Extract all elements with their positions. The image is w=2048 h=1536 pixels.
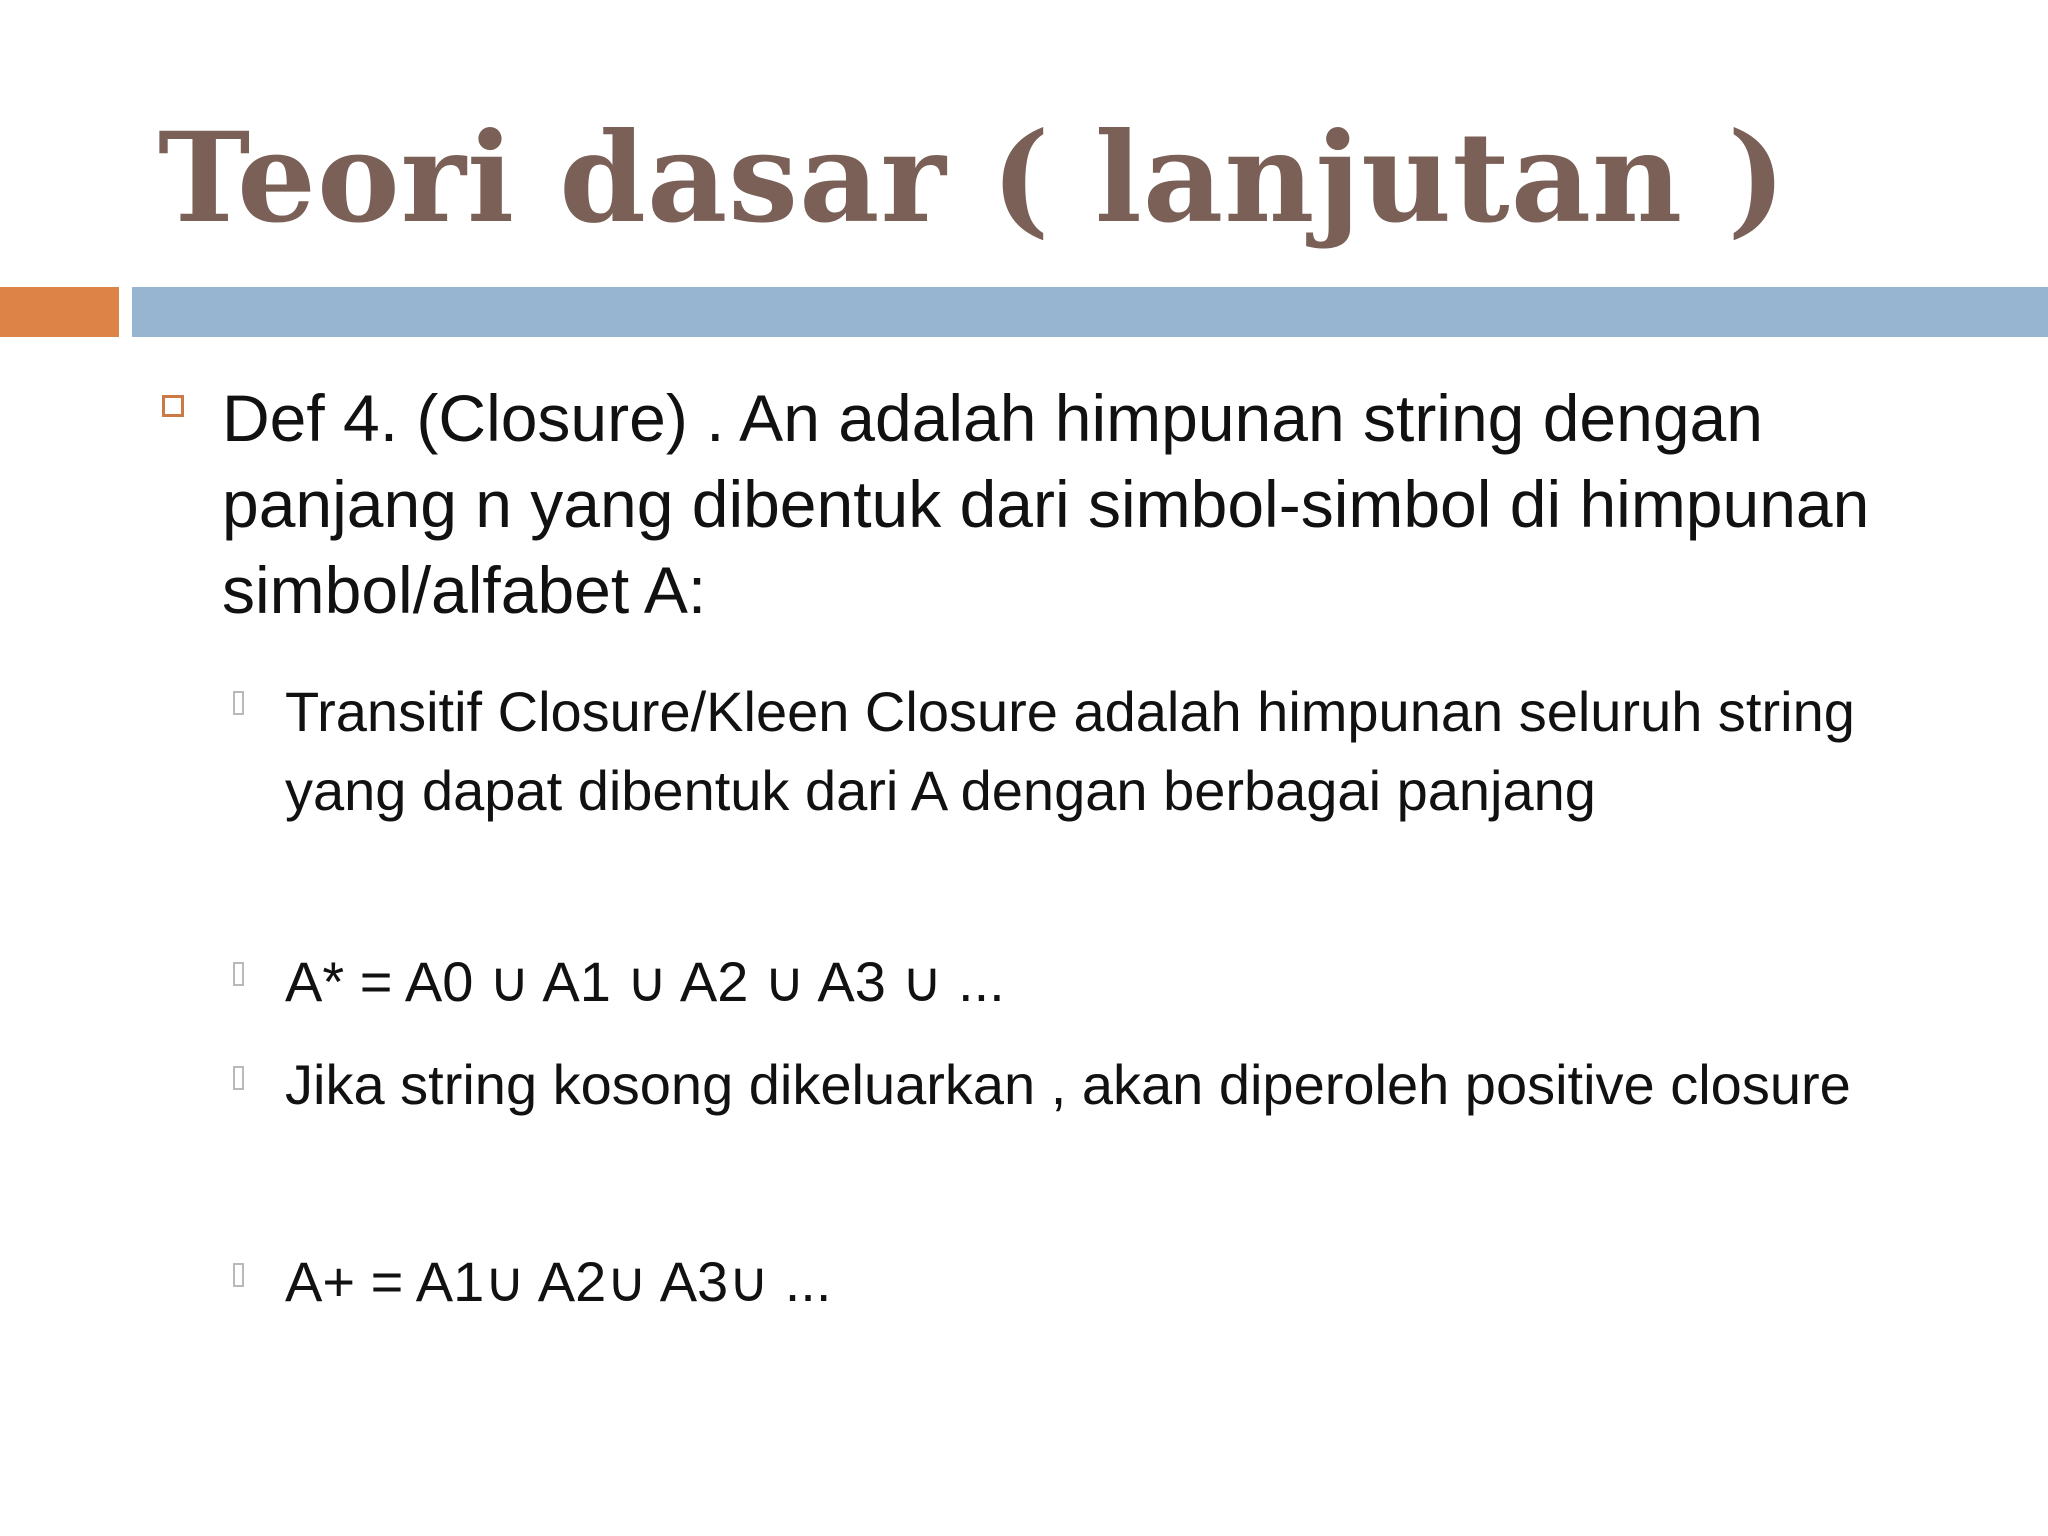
bullet-item-level1: Def 4. (Closure) . An adalah himpunan string dengan panjang n yang dibentuk dari simbol-simbol di himpunan simbol/alfabet A: — [222, 381, 1870, 627]
sub-bullet-icon — [233, 1263, 244, 1287]
sub-bullet-icon — [233, 962, 244, 986]
bullet-item-level2: Transitif Closure/Kleen Closure adalah himpunan seluruh string yang dapat dibentuk dari A dengan berbagai panjang — [285, 680, 1855, 822]
bullet-item-level2: A* = A0 ∪ A1 ∪ A2 ∪ A3 ∪ ... — [285, 950, 1005, 1013]
sub-bullet-icon — [233, 691, 244, 715]
sub-bullet-icon — [233, 1066, 244, 1090]
bullet-item-level2: Jika string kosong dikeluarkan , akan diperoleh positive closure — [285, 1053, 1851, 1116]
square-bullet-icon — [162, 395, 184, 417]
slide-title: Teori dasar ( lanjutan ) — [158, 106, 1788, 251]
bullet-item-level2: A+ = A1∪ A2∪ A3∪ ... — [285, 1250, 832, 1313]
